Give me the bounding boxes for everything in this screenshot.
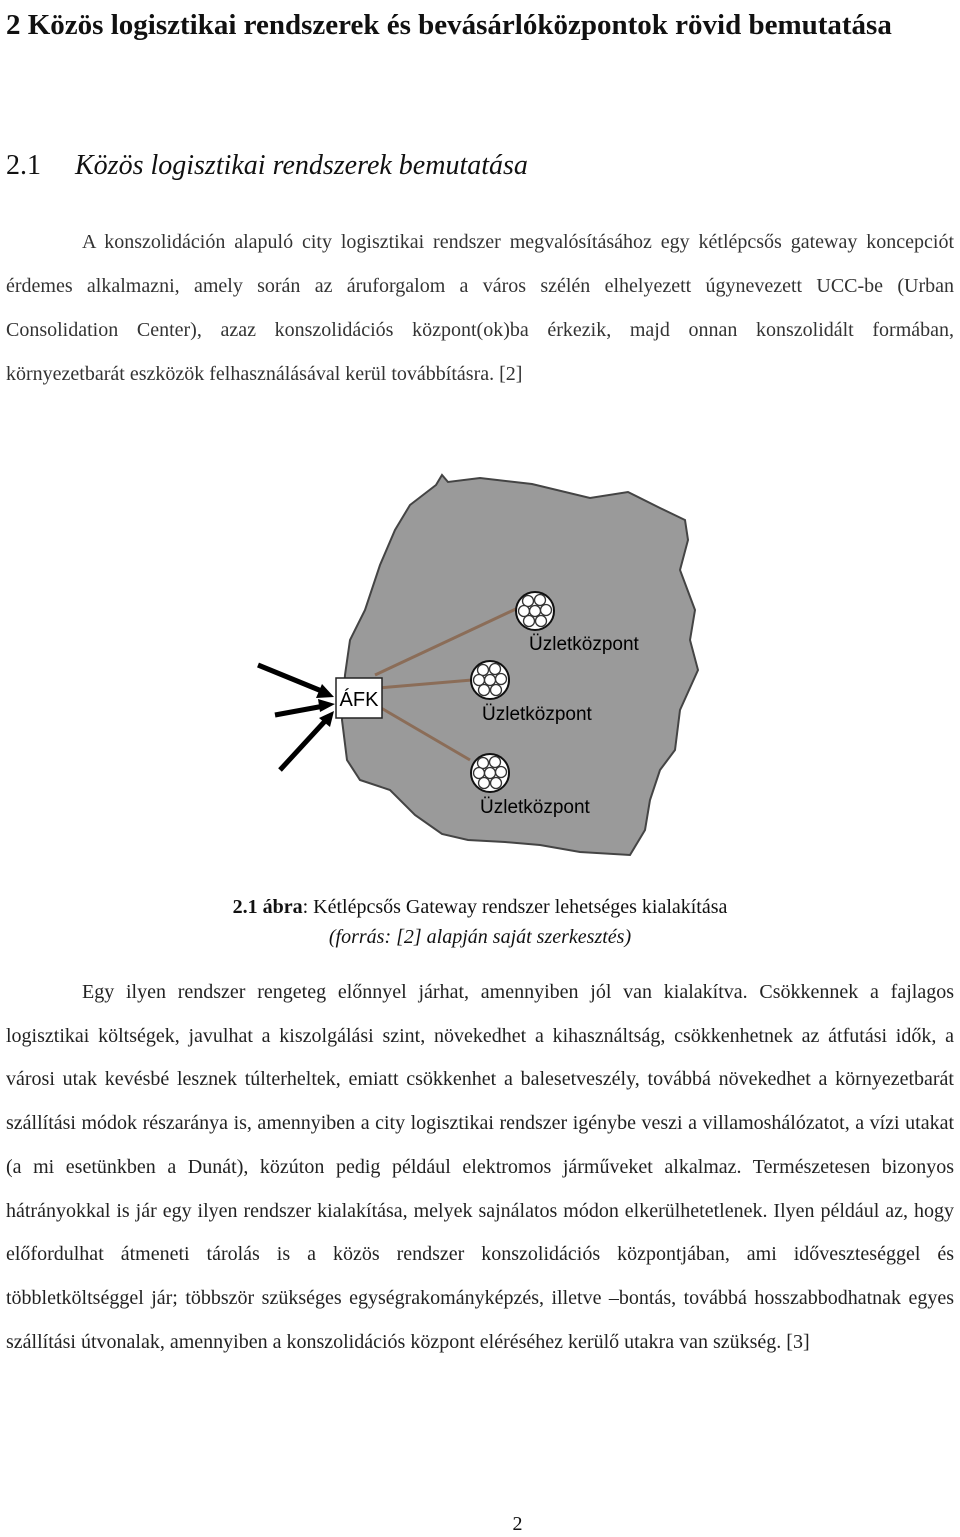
shop-label-3: Üzletközpont <box>480 797 590 818</box>
figure-caption-text: : Kétlépcsős Gateway rendszer lehetséges kialakítása <box>302 896 728 918</box>
shop-icon <box>471 754 509 792</box>
shop-icon <box>516 592 554 630</box>
subsection-heading <box>6 146 528 186</box>
body-paragraph: Egy ilyen rendszer rengeteg előnnyel járhat, amennyiben jól van kialakítva. Csökkennek a fajlagos logisztikai költségek, javulhat a kiszolgálási szint, növekedhet a kihasználtság, csökkenhetnek az átfutási idők, a városi utak kevésbé lesznek túlterheltek, emiatt csökkenhet a balesetveszély, továbbá növekedhet a környezetbarát szállítási módok részaránya is, amennyiben a city logisztikai rendszer igénybe veszi a villamoshálózatot, a vízi utakat (a mi esetünkben a Dunát), közúton pedig például elektromos járműveket alkalmaz. Természetesen bizonyos hátrányokkal is jár egy ilyen rendszer kialakítása, melyek sajnálatos módon elkerülhetetlenek. Ilyen például az, hogy előfordulhat átmeneti tárolás is a közös rendszer konszolidációs központjában, ami időveszteséggel és többletköltséggel jár; többször szükséges egységrakományképzés, illetve –bontás, továbbá hosszabbodhatnak egyes szállítási útvonalak, amennyiben a konszolidációs központ eléréséhez kerülő utakra van szükség. [3] <box>6 981 954 1353</box>
afk-hub <box>336 678 382 718</box>
gateway-diagram <box>250 470 710 870</box>
figure-caption <box>0 892 960 952</box>
gateway-figure <box>250 470 710 870</box>
inbound-arrows <box>258 665 335 770</box>
afk-hub-label: ÁFK <box>339 689 379 711</box>
section-heading: 2 Közös logisztikai rendszerek és bevásárlóközpontok rövid bemutatása <box>6 9 892 41</box>
subsection-title: Közös logisztikai rendszerek bemutatása <box>75 150 528 181</box>
figure-caption-source: (forrás: [2] alapján saját szerkesztés) <box>328 926 632 948</box>
shop-icon <box>471 661 509 699</box>
shop-label-2: Üzletközpont <box>482 704 592 725</box>
intro-paragraph: A konszolidáción alapuló city logisztikai rendszer megvalósításához egy kétlépcsős gateway koncepciót érdemes alkalmazni, amely során az áruforgalom a város szélén elhelyezett úgynevezett UCC-be (Urban Consolidation Center), azaz konszolidációs központ(ok)ba érkezik, majd onnan konszolidált formában, környezetbarát eszközök felhasználásával kerül továbbításra. [2] <box>6 231 954 385</box>
figure-caption-label: 2.1 ábra <box>232 896 303 918</box>
page-number: 2 <box>512 1513 523 1535</box>
subsection-number: 2.1 <box>6 150 41 181</box>
shop-label-1: Üzletközpont <box>529 634 639 655</box>
